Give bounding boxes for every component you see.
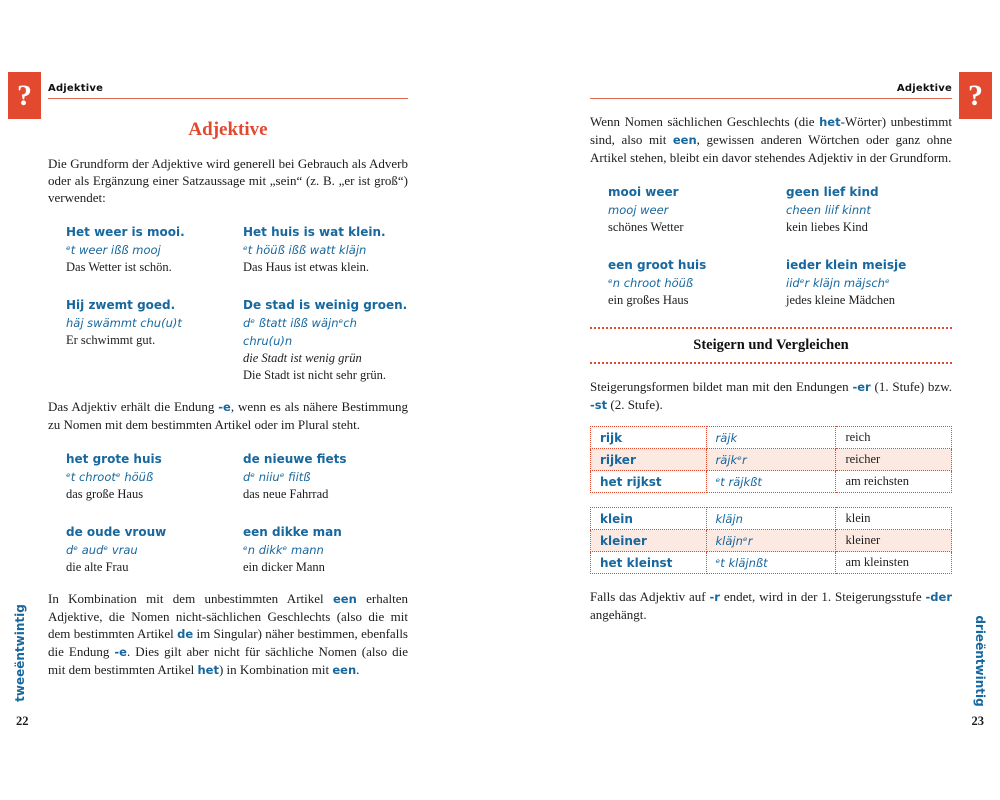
dutch-sentence: ieder klein meisje [786,258,907,272]
pronunciation: häj swämmt chu(u)t [66,316,182,330]
rule-paragraph-e: Das Adjektiv erhält die Endung -e, wenn es als nähere Bestimmung zu Nomen mit dem bestimmten Artikel oder im Plural steht. [48,399,408,432]
pronunciation: ᵉt höüß ißß watt kläjn [243,243,367,257]
dutch-sentence: Het huis is wat klein. [243,225,386,239]
dutch-sentence: een dikke man [243,525,342,539]
table-row [591,530,952,552]
table-row [591,427,952,449]
left-page [48,78,408,679]
german-cell: klein [836,508,952,530]
help-question-icon: ? [959,72,992,119]
example-item [66,223,231,276]
german-translation: das große Haus [66,487,144,501]
comparison-intro-paragraph: Steigerungsformen bildet man mit den Endungen -er (1. Stufe) bzw. -st (2. Stufe). [590,379,952,412]
left-page-header [48,78,408,99]
german-translation: die alte Frau [66,560,129,574]
dutch-cell: rijk [591,427,707,449]
rule-paragraph-der: Falls das Adjektiv auf -r endet, wird in der 1. Steigerungsstufe -der angehängt. [590,589,952,622]
dutch-sentence: De stad is weinig groen. [243,298,408,312]
intro-paragraph: Wenn Nomen sächlichen Geschlechts (die het-Wörter) unbestimmt sind, also mit een, gewissen anderen Wörtchen oder ganz ohne Artikel stehen, bleibt ein davor stehendes Adjektiv in der Grundform. [590,114,953,165]
intro-paragraph: Die Grundform der Adjektive wird generell bei Gebrauch als Adverb oder als Ergänzung einer Satzaussage mit „sein“ (z. B. „er ist groß“) verwendet: [48,156,408,205]
german-cell: kleiner [836,530,952,552]
german-translation: jedes kleine Mädchen [786,293,895,307]
section-heading: Steigern und Vergleichen [693,337,849,353]
page-title: Adjektive [188,119,268,140]
german-translation: kein liebes Kind [786,220,868,234]
chapter-label: Adjektive [48,83,104,94]
dutch-sentence: geen lief kind [786,185,879,199]
dutch-cell: het rijkst [591,471,707,493]
examples-grid-a [48,223,408,384]
chapter-label: Adjektive [896,83,952,94]
example-item [608,256,774,309]
example-item [66,450,231,503]
pronunciation: ᵉt chrootᵉ höüß [66,470,154,484]
dotted-divider [590,362,952,364]
dutch-cell: het kleinst [591,552,707,574]
dutch-sentence: mooi weer [608,185,679,199]
page-number-left: 22 [16,714,29,728]
pronunciation: ᵉn dikkᵉ mann [243,543,324,557]
german-translation: Das Haus ist etwas klein. [243,260,370,274]
pronunciation: mooj weer [608,203,669,217]
dutch-sentence: de oude vrouw [66,525,167,539]
german-translation: ein dicker Mann [243,560,325,574]
dutch-sentence: Hij zwemt goed. [66,298,176,312]
german-translation: ein großes Haus [608,293,689,307]
examples-grid-b [48,450,408,576]
german-translation: Die Stadt ist nicht sehr grün. [243,368,387,382]
pronunciation: ᵉt weer ißß mooj [66,243,161,257]
example-item [243,523,408,576]
dutch-sentence: de nieuwe fiets [243,452,347,466]
example-item [608,183,774,236]
example-item [786,183,952,236]
pronunciation-cell: kläjnᵉr [706,530,836,552]
example-item [66,296,231,384]
pronunciation: cheen liif kinnt [786,203,871,217]
pronunciation: iidᵉr kläjn mäjschᵉ [786,276,890,290]
dutch-sentence: het grote huis [66,452,162,466]
dutch-cell: rijker [591,449,707,471]
german-translation: Er schwimmt gut. [66,333,156,347]
table-row [591,552,952,574]
german-cell: am reichsten [836,471,952,493]
pronunciation-cell: räjkᵉr [706,449,836,471]
dotted-divider [590,327,952,329]
comparison-table-klein [590,507,952,574]
german-cell: reich [836,427,952,449]
pronunciation: dᵉ niiuᵉ fiitß [243,470,311,484]
pronunciation-cell: ᵉt kläjnßt [706,552,836,574]
side-label-left: tweeëntwintig [13,604,27,702]
pronunciation-cell: räjk [706,427,836,449]
right-page-header [590,78,952,99]
german-literal-translation: die Stadt ist wenig grün [243,351,362,365]
german-translation: schönes Wetter [608,220,684,234]
section-heading-block [590,327,952,364]
example-item [243,450,408,503]
comparison-table-rijk [590,426,952,493]
table-row [591,508,952,530]
german-translation: Das Wetter ist schön. [66,260,172,274]
dutch-cell: klein [591,508,707,530]
examples-grid [590,183,952,309]
example-item [786,256,952,309]
right-page [590,78,952,623]
side-label-right: drieëntwintig [973,615,987,707]
pronunciation: dᵉ ßtatt ißß wäjnᵉch chru(u)n [243,316,357,348]
table-row [591,471,952,493]
pronunciation-cell: ᵉt räjkßt [706,471,836,493]
dutch-sentence: een groot huis [608,258,707,272]
example-item [243,296,408,384]
pronunciation: dᵉ audᵉ vrau [66,543,138,557]
table-row [591,449,952,471]
pronunciation-cell: kläjn [706,508,836,530]
dutch-sentence: Het weer is mooi. [66,225,185,239]
page-number-right: 23 [971,714,984,728]
rule-paragraph-een: In Kombination mit dem unbestimmten Artikel een erhalten Adjektive, die Nomen nicht-sächlichen Geschlechts (also die mit dem bestimmten Artikel de im Singular) näher bestimmen, ebenfalls die Endung -e. Dies gilt aber nicht für sächliche Nomen (also die mit dem bestimmten Artikel het) in Kombination mit een. [48,591,408,677]
pronunciation: ᵉn chroot höüß [608,276,694,290]
example-item [243,223,408,276]
example-item [66,523,231,576]
dutch-cell: kleiner [591,530,707,552]
german-cell: am kleinsten [836,552,952,574]
german-cell: reicher [836,449,952,471]
help-question-icon: ? [8,72,41,119]
german-translation: das neue Fahrrad [243,487,329,501]
